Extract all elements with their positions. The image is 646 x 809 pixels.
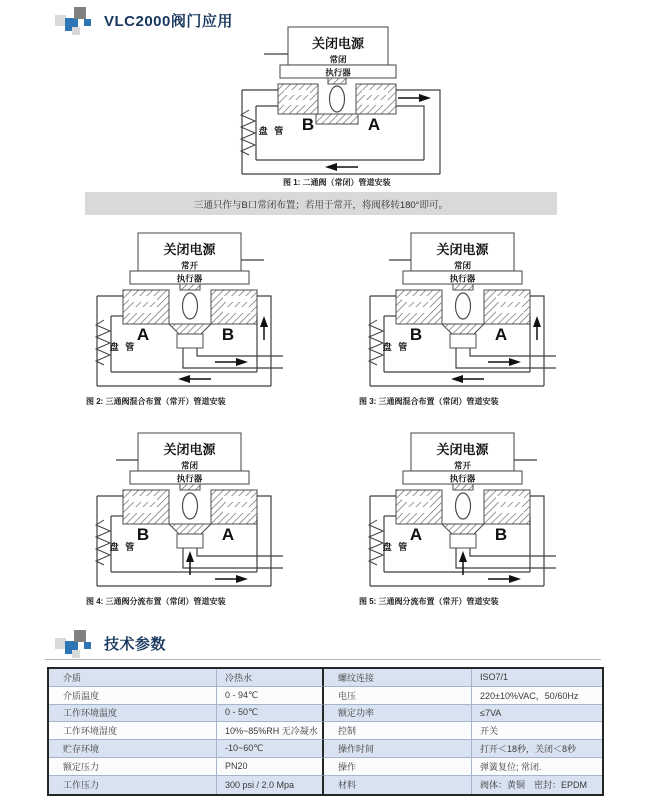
pixel-cluster-icon <box>55 6 92 35</box>
three-way-valve-svg <box>356 432 566 590</box>
figure-5-diagram <box>356 432 566 595</box>
three-way-valve-svg <box>356 232 566 390</box>
actuator-name-label: 执行器 <box>325 67 351 78</box>
figure-4-diagram <box>83 432 293 595</box>
spec-label: 电压 <box>324 687 472 705</box>
specs-table <box>47 667 604 796</box>
right-port-label: B <box>221 325 235 344</box>
coil-label: 盘 管 <box>109 542 137 552</box>
spec-label: 工作环境湿度 <box>49 722 217 740</box>
right-port-label: A <box>367 115 381 134</box>
figure-4-caption: 图 4: 三通阀分流布置（常闭）管道安装 <box>86 597 226 606</box>
figure-2-diagram <box>83 232 293 395</box>
spec-value: PN20 <box>217 758 324 776</box>
spec-value: -10~60℃ <box>217 740 324 758</box>
three-way-valve-svg <box>83 432 293 590</box>
spec-value: 打开＜18秒，关闭＜8秒 <box>472 740 602 758</box>
left-port-label: B <box>136 525 150 544</box>
actuator-power-label: 关闭电源 <box>436 442 489 457</box>
specs-section-title: 技术参数 <box>104 636 167 653</box>
spec-value: 0 - 94℃ <box>217 687 324 705</box>
spec-value: 开关 <box>472 722 602 740</box>
spec-value: 弹簧复位; 常闭. <box>472 758 602 776</box>
coil-zigzag <box>96 520 110 565</box>
spec-value: 0 - 50℃ <box>217 705 324 723</box>
left-port-label: B <box>301 115 315 134</box>
actuator-state-label: 常闭 <box>329 54 347 65</box>
spec-label: 介质 <box>49 669 217 687</box>
actuator-power-label: 关闭电源 <box>163 442 216 457</box>
note-box: 三通只作与B口常闭布置；若用于常开，将阀移转180°即可。 <box>85 192 557 215</box>
actuator-state-label: 常开 <box>453 460 472 471</box>
left-port-label: A <box>409 525 423 544</box>
spec-label: 额定压力 <box>49 758 217 776</box>
left-port-label: A <box>136 325 150 344</box>
actuator-state-label: 常闭 <box>453 260 472 271</box>
coil-label: 盘 管 <box>382 342 410 352</box>
coil-zigzag <box>369 320 383 365</box>
coil-zigzag <box>241 110 255 155</box>
pixel-cluster-icon <box>55 629 92 658</box>
right-port-label: A <box>494 325 508 344</box>
coil-label: 盘 管 <box>382 542 410 552</box>
figure-2-caption: 图 2: 三通阀混合布置（常开）管道安装 <box>86 397 226 406</box>
actuator-power-label: 关闭电源 <box>436 242 489 257</box>
spec-value: 阀体：黄铜 密封：EPDM <box>472 776 602 794</box>
section-divider <box>45 659 601 660</box>
coil-zigzag <box>96 320 110 365</box>
coil-zigzag <box>369 520 383 565</box>
actuator-name-label: 执行器 <box>176 273 203 284</box>
actuator-name-label: 执行器 <box>449 273 476 284</box>
right-port-label: B <box>494 525 508 544</box>
figure-1-diagram <box>228 26 446 183</box>
coil-label: 盘 管 <box>258 126 286 136</box>
spec-value: ISO7/1 <box>472 669 602 687</box>
actuator-power-label: 关闭电源 <box>163 242 216 257</box>
actuator-power-label: 关闭电源 <box>311 36 365 51</box>
spec-value: ≤7VA <box>472 705 602 723</box>
coil-label: 盘 管 <box>109 342 137 352</box>
spec-value: 300 psi / 2.0 Mpa <box>217 776 324 794</box>
actuator-name-label: 执行器 <box>449 473 476 484</box>
spec-label: 材料 <box>324 776 472 794</box>
right-port-label: A <box>221 525 235 544</box>
spec-label: 额定功率 <box>324 705 472 723</box>
actuator-state-label: 常开 <box>180 260 199 271</box>
spec-value: 冷热水 <box>217 669 324 687</box>
left-port-label: B <box>409 325 423 344</box>
spec-label: 螺纹连接 <box>324 669 472 687</box>
specs-header <box>55 629 166 658</box>
spec-label: 操作 <box>324 758 472 776</box>
page-title: VLC2000阀门应用 <box>104 13 233 30</box>
two-way-valve-svg <box>228 26 446 178</box>
actuator-state-label: 常闭 <box>180 460 199 471</box>
figure-3-caption: 图 3: 三通阀混合布置（常闭）管道安装 <box>359 397 499 406</box>
spec-label: 工作压力 <box>49 776 217 794</box>
figure-3-diagram <box>356 232 566 395</box>
spec-value: 220±10%VAC，50/60Hz <box>472 687 602 705</box>
actuator-name-label: 执行器 <box>176 473 203 484</box>
spec-label: 控制 <box>324 722 472 740</box>
figure-1-caption: 图 1: 二通阀（常闭）管道安装 <box>283 178 391 187</box>
spec-label: 工作环境温度 <box>49 705 217 723</box>
spec-label: 贮存环境 <box>49 740 217 758</box>
spec-value: 10%~85%RH 无冷凝水 <box>217 722 324 740</box>
spec-label: 操作时间 <box>324 740 472 758</box>
three-way-valve-svg <box>83 232 293 390</box>
spec-label: 介质温度 <box>49 687 217 705</box>
figure-5-caption: 图 5: 三通阀分流布置（常开）管道安装 <box>359 597 499 606</box>
page-header <box>55 6 233 35</box>
